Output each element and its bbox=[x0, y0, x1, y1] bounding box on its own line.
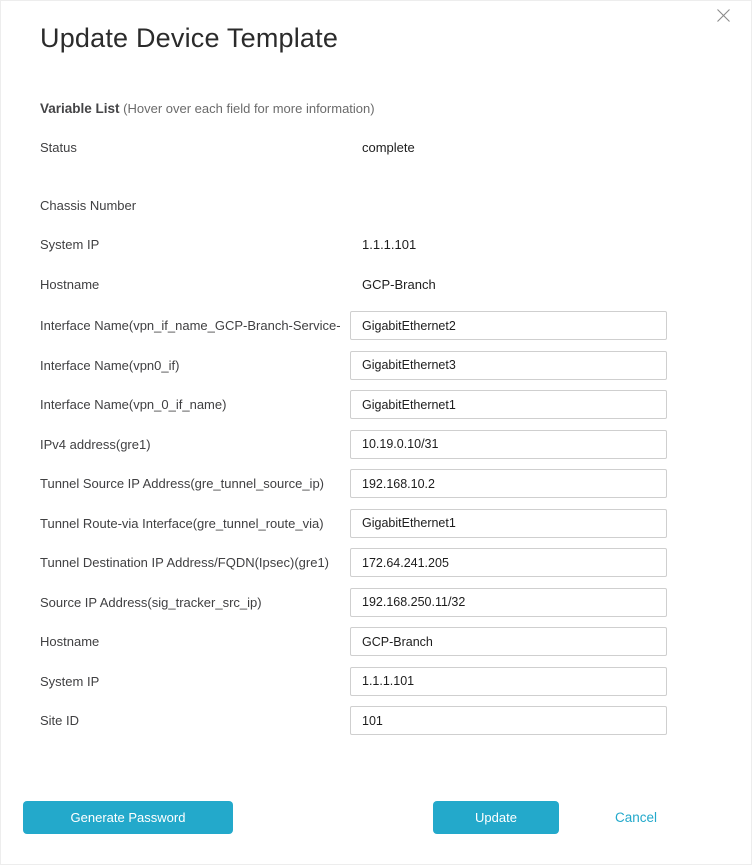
variable-row-input bbox=[40, 706, 667, 735]
variable-label: Site ID bbox=[40, 713, 80, 728]
variable-input[interactable] bbox=[350, 706, 667, 735]
variable-input[interactable] bbox=[350, 390, 667, 419]
variable-input[interactable] bbox=[350, 351, 667, 380]
static-rows bbox=[40, 140, 667, 291]
variable-input[interactable] bbox=[350, 311, 667, 340]
variable-list-note: (Hover over each field for more information) bbox=[119, 101, 375, 116]
variable-row-input bbox=[40, 627, 667, 656]
variable-input[interactable] bbox=[350, 588, 667, 617]
variable-row-input bbox=[40, 311, 667, 340]
cancel-button[interactable]: Cancel bbox=[615, 810, 658, 825]
variable-input[interactable] bbox=[350, 627, 667, 656]
variable-row-input bbox=[40, 390, 667, 419]
variable-label: Interface Name(vpn0_if) bbox=[40, 357, 180, 373]
variable-label: System IP bbox=[40, 236, 100, 252]
variable-row-input bbox=[40, 548, 667, 577]
variable-value: GCP-Branch bbox=[362, 276, 436, 292]
close-button[interactable] bbox=[712, 6, 734, 28]
variable-value: 1.1.1.101 bbox=[362, 236, 417, 252]
variable-rows bbox=[1, 140, 751, 735]
variable-row-input bbox=[40, 430, 667, 459]
dialog-footer bbox=[1, 801, 751, 834]
variable-list-heading bbox=[40, 101, 712, 116]
variable-row-input bbox=[40, 509, 667, 538]
variable-row-input bbox=[40, 588, 667, 617]
variable-input[interactable] bbox=[350, 667, 667, 696]
variable-input[interactable] bbox=[350, 469, 667, 498]
variable-input[interactable] bbox=[350, 548, 667, 577]
variable-label: Interface Name(vpn_0_if_name) bbox=[40, 397, 227, 412]
variable-input[interactable] bbox=[350, 509, 667, 538]
variable-label: Source IP Address(sig_tracker_src_ip) bbox=[40, 594, 262, 610]
variable-label: Status bbox=[40, 139, 77, 155]
generate-password-button[interactable]: Generate Password bbox=[23, 801, 233, 834]
close-icon bbox=[716, 8, 731, 26]
variable-label: Interface Name(vpn_if_name_GCP-Branch-Service- bbox=[40, 318, 341, 333]
variable-list-label: Variable List bbox=[40, 101, 120, 116]
variable-row-input bbox=[40, 351, 667, 380]
variable-row-input bbox=[40, 469, 667, 498]
variable-value: complete bbox=[362, 139, 415, 155]
variable-label: Tunnel Destination IP Address/FQDN(Ipsec)(gre1) bbox=[40, 555, 330, 570]
variable-label: Chassis Number bbox=[40, 197, 137, 213]
variable-row-static bbox=[40, 198, 667, 212]
variable-label: Hostname bbox=[40, 276, 100, 292]
variable-row-input bbox=[40, 667, 667, 696]
variable-row-static bbox=[40, 277, 667, 291]
update-button[interactable]: Update bbox=[433, 801, 559, 834]
variable-label: Tunnel Source IP Address(gre_tunnel_source_ip) bbox=[40, 476, 325, 491]
variable-row-static bbox=[40, 237, 667, 251]
variable-input[interactable] bbox=[350, 430, 667, 459]
variable-label: Hostname bbox=[40, 634, 100, 649]
input-rows bbox=[40, 311, 667, 735]
variable-label: Tunnel Route-via Interface(gre_tunnel_route_via) bbox=[40, 515, 324, 531]
variable-row-static bbox=[40, 140, 667, 154]
variable-label: IPv4 address(gre1) bbox=[40, 436, 151, 452]
variable-label: System IP bbox=[40, 673, 100, 689]
dialog-title: Update Device Template bbox=[40, 23, 339, 53]
